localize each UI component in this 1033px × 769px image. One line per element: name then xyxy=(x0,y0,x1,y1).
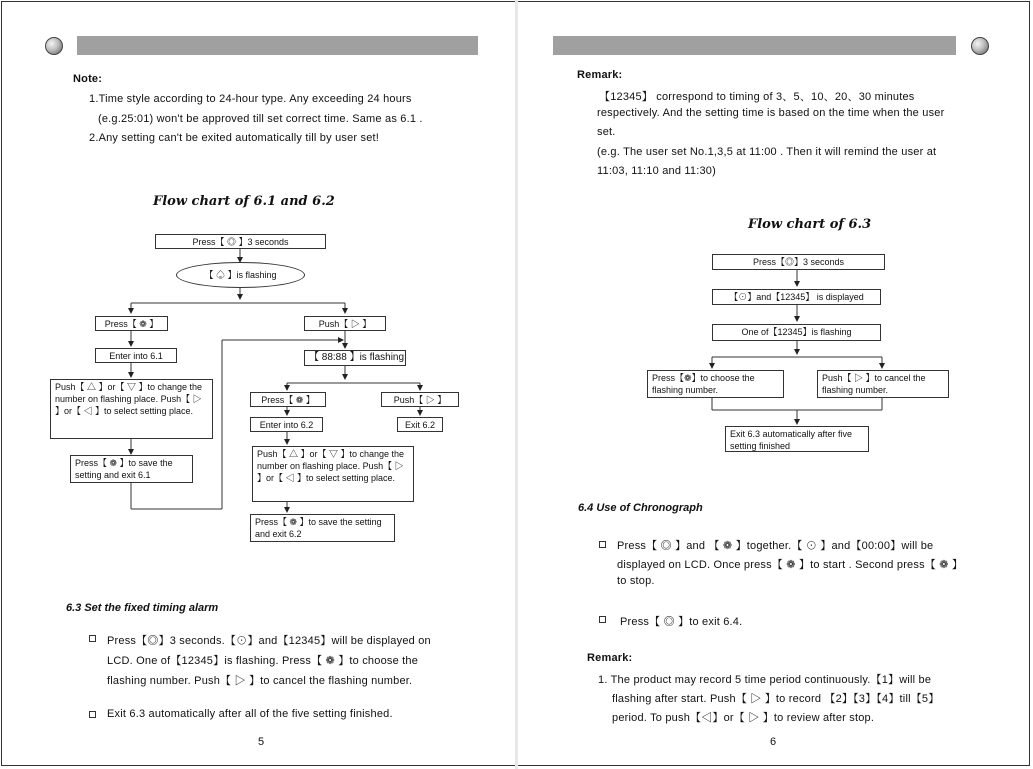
section-63-bullet1-line1: Press【◎】3 seconds.【⊙】and【12345】will be displayed on xyxy=(107,635,431,647)
fc63-flashing-box: One of【12345】is flashing xyxy=(712,324,881,341)
section-63-bullet1-line3: flashing number. Push【 ▷ 】to cancel the flashing number. xyxy=(107,675,413,687)
fc63-displayed-box: 【⊙】and【12345】 is displayed xyxy=(712,289,881,305)
page-number-right: 6 xyxy=(770,736,777,748)
section-64-bullet2: Press【 ◎ 】to exit 6.4. xyxy=(620,616,743,628)
remark-line-5: 11:03, 11:10 and 11:30) xyxy=(597,165,716,177)
remark-line-1: 【12345】 correspond to timing of 3、5、10、20、30 minutes xyxy=(599,91,915,103)
section-64-bullet1-line2: displayed on LCD. Once press【 ❁ 】to start . Second press【 ❁ 】 xyxy=(617,559,964,571)
fc-change-62-box: Push【 △ 】or【 ▽ 】to change the number on flashing place. Push【 ▷ 】or【 ◁ 】to select setting place. xyxy=(252,446,414,502)
note-title: Note: xyxy=(73,73,103,85)
remark-line-2: respectively. And the setting time is based on the time when the user xyxy=(597,107,945,119)
bullet-square-icon xyxy=(89,635,96,642)
fc63-press-box: Press【❁】to choose the flashing number. xyxy=(647,370,784,398)
fc-press-mid-box: Press【 ❁ 】 xyxy=(250,392,326,407)
fc63-push-box: Push【 ▷ 】to cancel the flashing number. xyxy=(817,370,949,398)
fc63-start-box: Press【◎】3 seconds xyxy=(712,254,885,270)
section-63-bullet1-line2: LCD. One of【12345】is flashing. Press【 ❁ 】to choose the xyxy=(107,655,419,667)
note-line-3: 2.Any setting can't be exited automatically till by user set! xyxy=(89,132,380,144)
fc-start-box: Press【 ◎ 】3 seconds xyxy=(155,234,326,249)
remark2-line-3: period. To push【◁】or【 ▷ 】to review after stop. xyxy=(612,712,875,724)
bullet-square-icon xyxy=(89,711,96,718)
bullet-square-icon xyxy=(599,541,606,548)
fc-flashing-ellipse: 【 ♤ 】is flashing xyxy=(176,262,305,288)
fc-enter-62-box: Enter into 6.2 xyxy=(250,417,323,432)
remark2-line-1: 1. The product may record 5 time period continuously.【1】will be xyxy=(598,674,932,686)
page-number-left: 5 xyxy=(258,736,265,748)
note-line-1: 1.Time style according to 24-hour type. Any exceeding 24 hours xyxy=(89,93,412,105)
fc-flash-8888-box: 【 88:88 】is flashing xyxy=(304,350,406,366)
fc-press-left-box: Press【 ❁ 】 xyxy=(95,316,168,331)
fc-push-mid-box: Push【 ▷ 】 xyxy=(381,392,459,407)
flowchart-63-title: Flow chart of 6.3 xyxy=(748,217,872,232)
fc-exit-62-box: Exit 6.2 xyxy=(397,417,443,432)
bullet-square-icon xyxy=(599,616,606,623)
fc-save-62-box: Press【 ❁ 】to save the setting and exit 6.2 xyxy=(250,514,395,542)
section-64-bullet1-line3: to stop. xyxy=(617,575,655,587)
remark-title: Remark: xyxy=(577,69,623,81)
remark2-title: Remark: xyxy=(587,652,633,664)
flowchart-61-62-title: Flow chart of 6.1 and 6.2 xyxy=(153,194,335,209)
fc-push-right-box: Push【 ▷ 】 xyxy=(304,316,386,331)
remark-line-3: set. xyxy=(597,126,616,138)
remark-line-4: (e.g. The user set No.1,3,5 at 11:00 . Then it will remind the user at xyxy=(597,146,937,158)
remark2-line-2: flashing after start. Push【 ▷ 】to record 【2】【3】【4】till【5】 xyxy=(612,693,940,705)
section-63-title: 6.3 Set the fixed timing alarm xyxy=(66,602,219,614)
fc63-exit-box: Exit 6.3 automatically after five setting finished xyxy=(725,426,869,452)
section-64-title: 6.4 Use of Chronograph xyxy=(578,502,703,514)
section-63-bullet2: Exit 6.3 automatically after all of the five setting finished. xyxy=(107,708,393,720)
fc-enter-61-box: Enter into 6.1 xyxy=(95,348,177,363)
fc-change-61-box: Push【 △ 】or【 ▽ 】to change the number on flashing place. Push【 ▷ 】or【 ◁ 】to select setting place. xyxy=(50,379,213,439)
note-line-2: (e.g.25:01) won't be approved till set correct time. Same as 6.1 . xyxy=(98,113,423,125)
fc-save-61-box: Press【 ❁ 】to save the setting and exit 6.1 xyxy=(70,455,193,483)
section-64-bullet1-line1: Press【 ◎ 】and 【 ❁ 】together.【 ⊙ 】and【00:00】will be xyxy=(617,540,934,552)
